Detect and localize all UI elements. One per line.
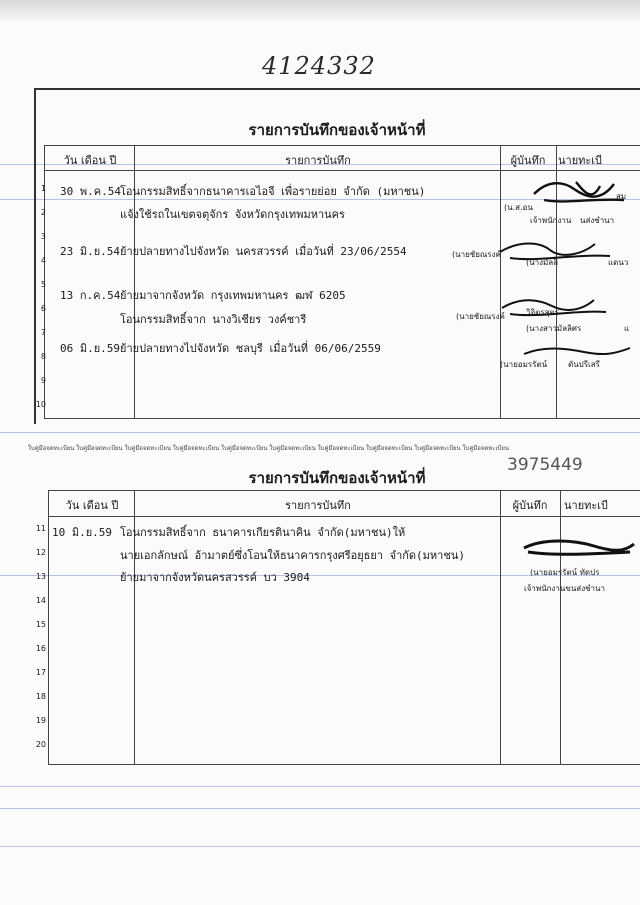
line-number: 18 [35, 692, 46, 701]
stamp-text: เจ้าพนักงานขนส่งชำนา [524, 584, 605, 593]
entry-text: นายเอกลักษณ์ อ้ามาตย์ซึ่งโอนให้ธนาคารกรุงศรีอยุธยา จำกัด(มหาชน) [120, 549, 465, 562]
entry-date: 30 พ.ค.54 [60, 185, 121, 198]
stamp-text: (นางสาวมัลลิศร [526, 324, 582, 333]
line-number: 3 [40, 232, 46, 241]
entry-text: โอนกรรมสิทธิ์จากธนาคารเอไอจี เพื่อรายย่อย จำกัด (มหาชน) [120, 185, 426, 198]
officer-records-bottom [34, 460, 640, 770]
line-number: 15 [35, 620, 46, 629]
line-number: 19 [35, 716, 46, 725]
header-registrar: นายทะเบี [558, 154, 603, 167]
entry-date: 06 มิ.ย.59 [60, 342, 121, 355]
entry-text: แจ้งใช้รถในเขตจตุจักร จังหวัดกรุงเทพมหานคร [120, 208, 345, 221]
header-registrar: นายทะเบี [564, 499, 609, 512]
stamp-text: เจ้าพนักงาน [530, 216, 572, 225]
line-number: 14 [35, 596, 46, 605]
stamp-text: (นายอมรรัตน์ [500, 360, 548, 369]
entry-date: 13 ก.ค.54 [60, 289, 121, 302]
header-entry: รายการบันทึก [285, 154, 351, 167]
line-number: 20 [35, 740, 46, 749]
ruled-line [0, 432, 640, 433]
line-number: 6 [40, 304, 46, 313]
entry-date: 23 มิ.ย.54 [60, 245, 121, 258]
signature-3 [494, 294, 640, 320]
entry-text: ย้ายปลายทางไปจังหวัด ชลบุรี เมื่อวันที่ 06/06/2559 [120, 342, 381, 355]
line-number: 8 [40, 352, 46, 361]
perforation-strip: ใบคู่มือจดทะเบียน ใบคู่มือจดทะเบียน ใบคู่มือจดทะเบียน ใบคู่มือจดทะเบียน ใบคู่มือจดทะเบียน ใบคู่มือจดทะเบียน ใบคู่มือจดทะเบียน ใบคู่มือจดทะเบียน ใบคู่มือจดทะเบียน ใบคู่มือจดทะเบียน [28, 445, 509, 452]
entry-date: 10 มิ.ย.59 [52, 526, 113, 539]
line-number: 11 [35, 524, 46, 533]
line-number: 4 [40, 256, 46, 265]
ruled-line [0, 846, 640, 847]
section-title: รายการบันทึกของเจ้าหน้าที่ [248, 469, 426, 487]
stamp-text: ตันปรีเสรี [568, 360, 600, 369]
stamp-text: (นายชัยณรงค์ [452, 250, 501, 259]
section-title: รายการบันทึกของเจ้าหน้าที่ [248, 121, 426, 139]
header-date: วัน เดือน ปี [63, 154, 117, 167]
line-number: 1 [40, 184, 46, 193]
line-number: 17 [35, 668, 46, 677]
stamp-text: (น.ส.อน [504, 203, 533, 212]
header-date: วัน เดือน ปี [65, 499, 119, 512]
scan-edge [0, 0, 640, 22]
line-number: 7 [40, 328, 46, 337]
stamp-text: แ [624, 324, 630, 333]
line-number: 9 [40, 376, 46, 385]
entry-text: ย้ายมาจากจังหวัด กรุงเทพมหานคร ฒฬ 6205 [120, 289, 346, 302]
ruled-line [0, 786, 640, 787]
line-number: 12 [35, 548, 46, 557]
line-number: 5 [40, 280, 46, 289]
stamp-text: แดนว [608, 258, 629, 267]
handwritten-number: 4124332 [262, 52, 376, 80]
stamp-text: สม [616, 192, 627, 201]
stamp-text: (นางมัลลิ [526, 258, 559, 267]
line-number: 16 [35, 644, 46, 653]
ruled-line [0, 808, 640, 809]
entry-text: ย้ายปลายทางไปจังหวัด นครสวรรค์ เมื่อวันที่ 23/06/2554 [120, 245, 407, 258]
stamp-text: วิจิตรสุตร [526, 308, 560, 317]
signature-5 [514, 530, 640, 564]
stamp-text: (นายชัยณรงค์ [456, 312, 505, 321]
serial-number: 3975449 [507, 455, 583, 475]
stamp-text: นส่งชำนา [580, 216, 615, 225]
line-number: 10 [35, 400, 46, 409]
line-number: 2 [40, 208, 46, 217]
stamp-text: (นายอมรรัตน์ ทัดปร [530, 568, 600, 577]
officer-records-top [34, 88, 640, 428]
entry-text: โอนกรรมสิทธิ์จาก ธนาคารเกียรตินาคิน จำกัด(มหาชน)ให้ [120, 526, 406, 539]
line-number: 13 [35, 572, 46, 581]
header-recorder: ผู้บันทึก [510, 154, 546, 167]
entry-text: โอนกรรมสิทธิ์จาก นางวิเชียร วงค์ชารี [120, 313, 307, 326]
entry-text: ย้ายมาจากจังหวัดนครสวรรค์ บว 3904 [120, 571, 310, 584]
header-entry: รายการบันทึก [285, 499, 351, 512]
header-recorder: ผู้บันทึก [512, 499, 548, 512]
